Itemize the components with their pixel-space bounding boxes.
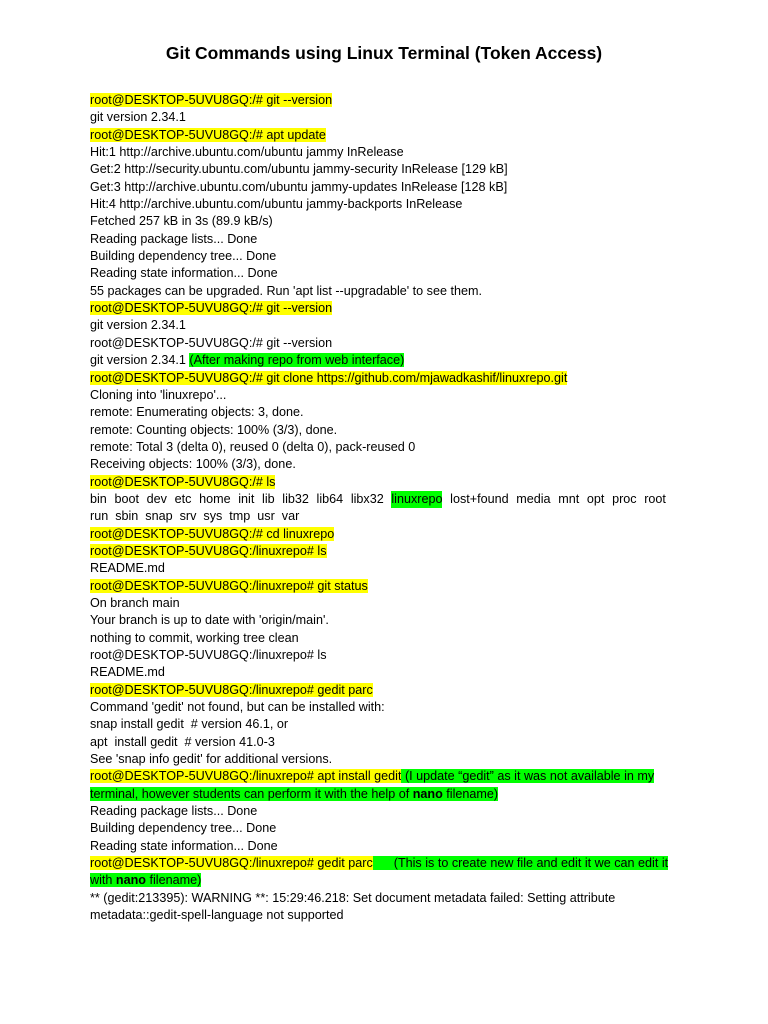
command-line: root@DESKTOP-5UVU8GQ:/linuxrepo# gedit parc [90, 856, 373, 871]
output-line: Reading state information... Done [90, 266, 278, 281]
document-body [90, 92, 669, 925]
output-line: root@DESKTOP-5UVU8GQ:/linuxrepo# ls [90, 648, 327, 662]
output-line: snap install gedit # version 46.1, or [90, 717, 289, 732]
ls-entry: lib32 [282, 491, 309, 506]
command-line: root@DESKTOP-5UVU8GQ:/linuxrepo# ls [90, 543, 327, 558]
ls-entry: opt [586, 491, 605, 506]
output-line: Reading package lists... Done [90, 804, 258, 819]
output-line: root@DESKTOP-5UVU8GQ:/# git --version [90, 335, 333, 350]
command-line: root@DESKTOP-5UVU8GQ:/# git clone https://github.com/mjawadkashif/linuxrepo.git [90, 370, 568, 385]
output-line: Hit:4 http://archive.ubuntu.com/ubuntu jammy-backports InRelease [90, 197, 463, 212]
note-text: (This is to create new file and edit it we can edit it [372, 856, 669, 871]
note-text: (I update “gedit” as it was not available in my [401, 769, 655, 784]
output-line: 55 packages can be upgraded. Run 'apt list --upgradable' to see them. [90, 283, 482, 298]
ls-entry: lost+found [450, 491, 509, 506]
note-text-part: filename) [442, 786, 499, 801]
ls-entry: boot [114, 491, 139, 506]
output-line: Get:2 http://security.ubuntu.com/ubuntu jammy-security InRelease [129 kB] [90, 162, 508, 177]
output-line: Building dependency tree... Done [90, 249, 277, 264]
command-line: root@DESKTOP-5UVU8GQ:/# ls [90, 474, 276, 489]
ls-entry: etc [174, 491, 192, 506]
output-line: Command 'gedit' not found, but can be installed with: [90, 700, 385, 715]
output-line: See 'snap info gedit' for additional versions. [90, 752, 333, 767]
output-line: Reading state information... Done [90, 838, 278, 853]
output-line: remote: Total 3 (delta 0), reused 0 (delta 0), pack-reused 0 [90, 439, 416, 454]
output-line: metadata::gedit-spell-language not supported [90, 908, 344, 923]
ls-entry: mnt [558, 491, 580, 506]
output-line: Get:3 http://archive.ubuntu.com/ubuntu jammy-updates InRelease [128 kB] [90, 179, 508, 194]
note-text-part: with [90, 873, 116, 888]
ls-entry: lib [262, 491, 275, 506]
ls-entry: dev [146, 491, 167, 506]
command-line: root@DESKTOP-5UVU8GQ:/# git --version [90, 301, 333, 316]
output-line: README.md [90, 561, 165, 576]
output-line: remote: Counting objects: 100% (3/3), done. [90, 422, 338, 437]
output-line: remote: Enumerating objects: 3, done. [90, 405, 304, 420]
output-text: git version 2.34.1 [90, 353, 190, 368]
output-line: apt install gedit # version 41.0-3 [90, 734, 275, 749]
ls-entry: libx32 [350, 491, 384, 506]
ls-entry: lib64 [316, 491, 344, 506]
note-bold-text: nano [115, 873, 146, 888]
output-line: README.md [90, 665, 165, 680]
output-line: git version 2.34.1 [90, 318, 186, 333]
page-title: Git Commands using Linux Terminal (Token Access) [165, 43, 603, 63]
command-line: root@DESKTOP-5UVU8GQ:/# apt update [90, 127, 326, 142]
note-text [90, 787, 498, 801]
ls-entry: proc [612, 491, 637, 506]
note-text: (After making repo from web interface) [189, 353, 405, 368]
output-line: git version 2.34.1 [90, 110, 186, 125]
output-line: Reading package lists... Done [90, 231, 258, 246]
ls-entry: root [644, 491, 666, 506]
ls-entry: bin [90, 491, 107, 506]
ls-entry: init [238, 491, 255, 506]
output-line: Your branch is up to date with 'origin/main'. [90, 613, 329, 628]
output-line: run sbin snap srv sys tmp usr var [90, 509, 300, 524]
command-line: root@DESKTOP-5UVU8GQ:/linuxrepo# git status [90, 578, 368, 593]
note-text-part: terminal, however students can perform it with the help of [90, 786, 413, 801]
command-line: root@DESKTOP-5UVU8GQ:/# cd linuxrepo [90, 526, 335, 541]
output-line: nothing to commit, working tree clean [90, 630, 299, 645]
output-line: Building dependency tree... Done [90, 821, 277, 836]
note-bold-text: nano [412, 786, 443, 801]
ls-entry: media [516, 491, 551, 506]
output-line: Cloning into 'linuxrepo'... [90, 387, 227, 402]
ls-entry: home [199, 491, 231, 506]
ls-entry-highlighted: linuxrepo [391, 491, 442, 508]
ls-output-line [90, 491, 666, 508]
command-line: root@DESKTOP-5UVU8GQ:/linuxrepo# gedit parc [90, 682, 373, 697]
output-line: Fetched 257 kB in 3s (89.9 kB/s) [90, 214, 273, 229]
note-text-part: filename) [146, 873, 202, 888]
output-line: On branch main [90, 595, 180, 610]
command-line: root@DESKTOP-5UVU8GQ:/linuxrepo# apt install gedit [90, 769, 402, 784]
output-line: ** (gedit:213395): WARNING **: 15:29:46.218: Set document metadata failed: Setting attribute [90, 890, 616, 905]
command-line: root@DESKTOP-5UVU8GQ:/# git --version [90, 93, 333, 107]
note-text [90, 873, 201, 887]
output-line: Receiving objects: 100% (3/3), done. [90, 457, 296, 472]
output-line: Hit:1 http://archive.ubuntu.com/ubuntu jammy InRelease [90, 145, 404, 160]
